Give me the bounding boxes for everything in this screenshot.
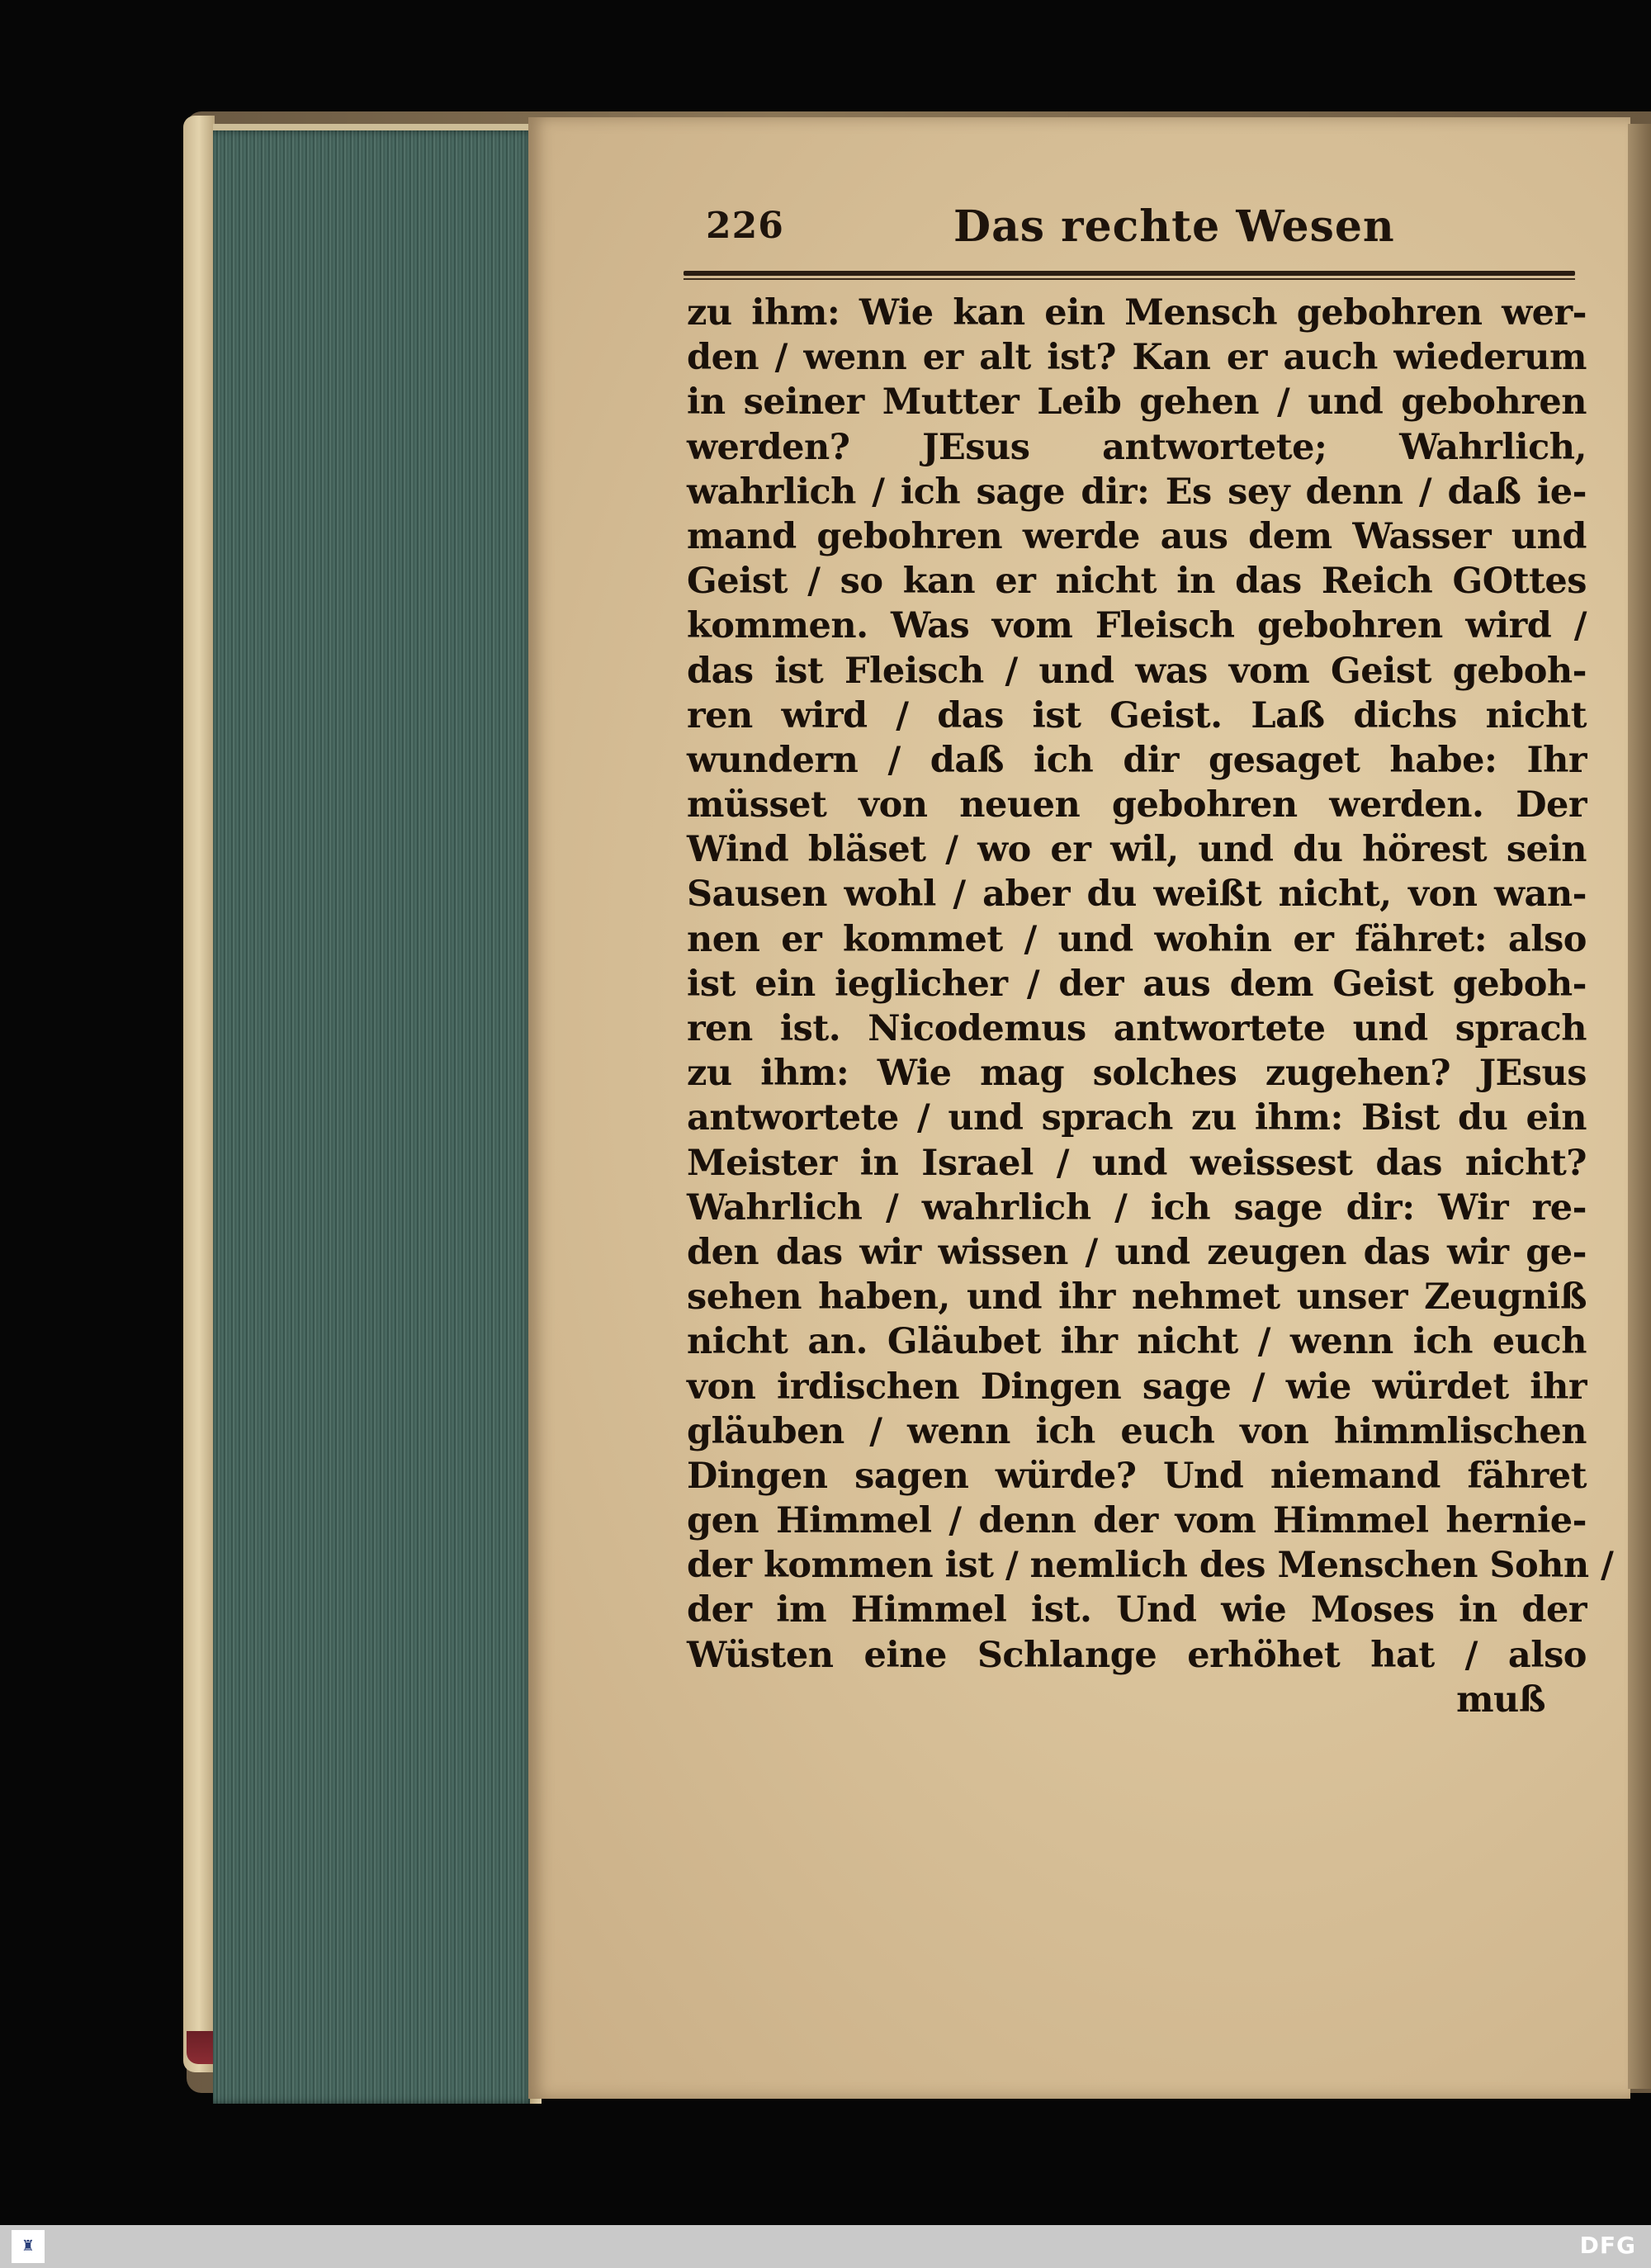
text-line: von irdischen Dingen sage / wie würdet ihr: [687, 1366, 1587, 1408]
text-line: nen er kommet / und wohin er fähret: also: [687, 918, 1587, 960]
text-line: ren ist. Nicodemus antwortete und sprach: [687, 1008, 1587, 1049]
text-line: ren wird / das ist Geist. Laß dichs nicht: [687, 694, 1587, 736]
text-line: antwortete / und sprach zu ihm: Bist du ein: [687, 1097, 1587, 1139]
text-line: kommen. Was vom Fleisch gebohren wird /: [687, 605, 1587, 647]
text-line: das ist Fleisch / und was vom Geist geboh-: [687, 650, 1587, 692]
text-line: in seiner Mutter Leib gehen / und gebohren: [687, 381, 1587, 424]
page-text: [687, 291, 1614, 1722]
text-line: Geist / so kan er nicht in das Reich GOttes: [687, 561, 1587, 603]
text-line: wundern / daß ich dir gesaget habe: Ihr: [687, 739, 1587, 781]
text-line: der kommen ist / nemlich des Menschen Sohn /: [687, 1545, 1614, 1587]
header-rule: [684, 271, 1575, 276]
library-logo-icon[interactable]: ♜: [12, 2230, 45, 2263]
text-line: müsset von neuen gebohren werden. Der: [687, 784, 1587, 826]
text-line: den das wir wissen / und zeugen das wir ge-: [687, 1231, 1587, 1273]
text-line: den / wenn er alt ist? Kan er auch wiederum: [687, 337, 1587, 379]
running-head: Das rechte Wesen: [953, 201, 1395, 252]
text-line: der im Himmel ist. Und wie Moses in der: [687, 1589, 1587, 1631]
text-line: Wind bläset / wo er wil, und du hörest sein: [687, 829, 1587, 871]
page-gutter-shadow: [1628, 124, 1651, 2089]
text-line: nicht an. Gläubet ihr nicht / wenn ich euch: [687, 1321, 1587, 1363]
text-line: gen Himmel / denn der vom Himmel hernie-: [687, 1500, 1587, 1542]
text-line: Wahrlich / wahrlich / ich sage dir: Wir re-: [687, 1186, 1587, 1229]
text-line: ist ein ieglicher / der aus dem Geist geboh-: [687, 963, 1587, 1005]
text-line: sehen haben, und ihr nehmet unser Zeugniß: [687, 1276, 1587, 1319]
page-number: 226: [706, 205, 784, 247]
text-line: mand gebohren werde aus dem Wasser und: [687, 515, 1587, 557]
text-line: zu ihm: Wie kan ein Mensch gebohren wer-: [687, 292, 1587, 334]
page-edges: [213, 124, 535, 2104]
text-line: Sausen wohl / aber du weißt nicht, von wan-: [687, 874, 1587, 916]
text-line: Dingen sagen würde? Und niemand fähret: [687, 1455, 1587, 1497]
text-line: werden? JEsus antwortete; Wahrlich,: [687, 426, 1587, 468]
dfg-logo[interactable]: DFG: [1579, 2232, 1636, 2259]
catchword: muß: [1456, 1679, 1545, 1721]
cover-edge: [183, 116, 215, 2072]
text-line: Wüsten eine Schlange erhöhet hat / also: [687, 1634, 1587, 1676]
viewer-footer: [0, 2225, 1651, 2268]
text-line: wahrlich / ich sage dir: Es sey denn / daß ie-: [687, 471, 1587, 513]
text-line: Meister in Israel / und weissest das nicht?: [687, 1142, 1587, 1184]
page-header: [706, 201, 1585, 263]
text-line: zu ihm: Wie mag solches zugehen? JEsus: [687, 1053, 1587, 1095]
text-line: gläuben / wenn ich euch von himmlischen: [687, 1410, 1587, 1452]
